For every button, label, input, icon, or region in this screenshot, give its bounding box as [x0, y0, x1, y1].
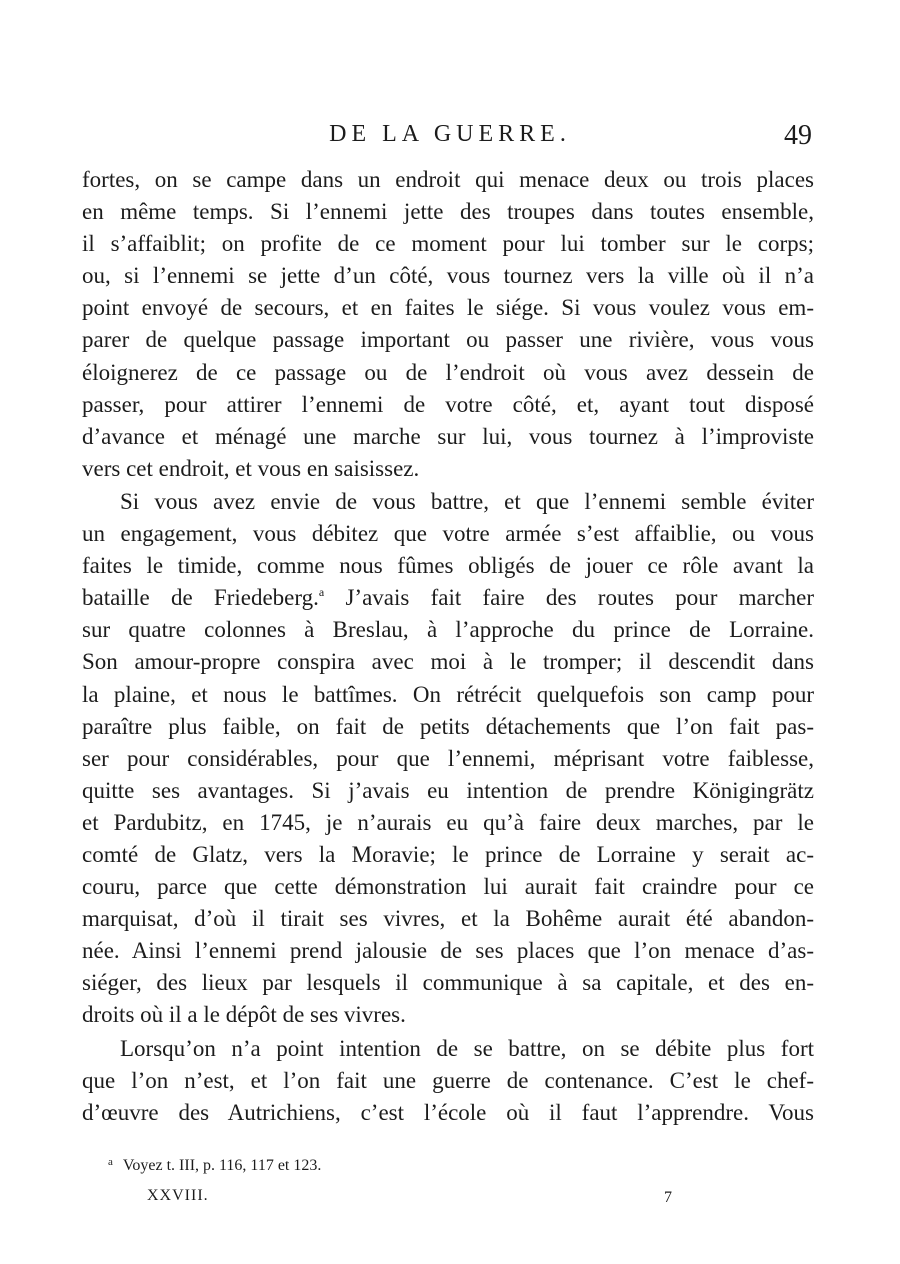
- text-line: comté de Glatz, vers la Moravie; le prince de Lorraine y serait ac-: [82, 841, 814, 867]
- text-line: quitte ses avantages. Si j’avais eu intention de prendre Königingrätz: [82, 777, 814, 803]
- text-segment: J’avais fait faire des routes pour marcher: [345, 585, 815, 611]
- running-head: [0, 118, 900, 158]
- body-text: [82, 164, 814, 1129]
- text-line: ou, si l’ennemi se jette d’un côté, vous tournez vers la ville où il n’a: [82, 263, 814, 289]
- text-line: droits où il a le dépôt de ses vivres.: [82, 1002, 406, 1028]
- page-number: 49: [784, 120, 812, 151]
- text-line: d’avance et ménagé une marche sur lui, vous tournez à l’improviste: [82, 423, 814, 449]
- text-line: ser pour considérables, pour que l’ennemi, méprisant votre faiblesse,: [82, 745, 814, 771]
- text-line-with-footnote: [82, 582, 814, 614]
- text-line: parer de quelque passage important ou passer une rivière, vous vous: [82, 327, 814, 353]
- footnote: [108, 1150, 321, 1178]
- text-line: éloignerez de ce passage ou de l’endroit où vous avez dessein de: [82, 359, 814, 385]
- text-line: couru, parce que cette démonstration lui aurait fait craindre pour ce: [82, 874, 814, 900]
- text-line: la plaine, et nous le battîmes. On rétrécit quelquefois son camp pour: [82, 681, 814, 707]
- text-line: fortes, on se campe dans un endroit qui menace deux ou trois places: [82, 167, 814, 192]
- footnote-reference: a: [318, 585, 325, 600]
- paragraph-start-line: Si vous avez envie de vous battre, et que l’ennemi semble éviter: [120, 488, 814, 514]
- text-line: faites le timide, comme nous fûmes obligés de jouer ce rôle avant la: [82, 553, 814, 579]
- text-line: point envoyé de secours, et en faites le siége. Si vous voulez vous em-: [82, 295, 814, 321]
- text-line: passer, pour attirer l’ennemi de votre côté, et, ayant tout disposé: [82, 391, 814, 417]
- footnote-text: Voyez t. III, p. 116, 117 et 123.: [122, 1157, 322, 1174]
- text-line: marquisat, d’où il tirait ses vivres, et la Bohême aurait été abandon-: [82, 906, 814, 932]
- text-line: en même temps. Si l’ennemi jette des troupes dans toutes ensemble,: [82, 199, 814, 225]
- signature-mark: XXVIII.: [147, 1187, 209, 1204]
- sheet-number: 7: [664, 1189, 672, 1206]
- text-line: que l’on n’est, et l’on fait une guerre de contenance. C’est le chef-: [82, 1067, 814, 1093]
- text-line: d’œuvre des Autrichiens, c’est l’école où il faut l’apprendre. Vous: [82, 1099, 814, 1125]
- text-line: Son amour-propre conspira avec moi à le tromper; il descendit dans: [82, 649, 814, 675]
- paragraph-start-line: Lorsqu’on n’a point intention de se battre, on se débite plus fort: [120, 1035, 814, 1061]
- footnote-mark: a: [108, 1156, 113, 1168]
- text-line: un engagement, vous débitez que votre armée s’est affaiblie, ou vous: [82, 521, 814, 547]
- text-line: née. Ainsi l’ennemi prend jalousie de ses places que l’on menace d’as-: [82, 938, 814, 964]
- text-line: il s’affaiblit; on profite de ce moment pour lui tomber sur le corps;: [82, 231, 814, 257]
- text-line: siéger, des lieux par lesquels il communique à sa capitale, et des en-: [82, 970, 814, 996]
- running-title: DE LA GUERRE.: [329, 121, 571, 147]
- text-line: sur quatre colonnes à Breslau, à l’approche du prince de Lorraine.: [82, 617, 814, 643]
- text-line: et Pardubitz, en 1745, je n’aurais eu qu’à faire deux marches, par le: [82, 809, 814, 835]
- text-line: paraître plus faible, on fait de petits détachements que l’on fait pas-: [82, 713, 814, 739]
- text-line: vers cet endroit, et vous en saisissez.: [82, 455, 420, 481]
- text-segment: bataille de Friedeberg.: [82, 585, 319, 611]
